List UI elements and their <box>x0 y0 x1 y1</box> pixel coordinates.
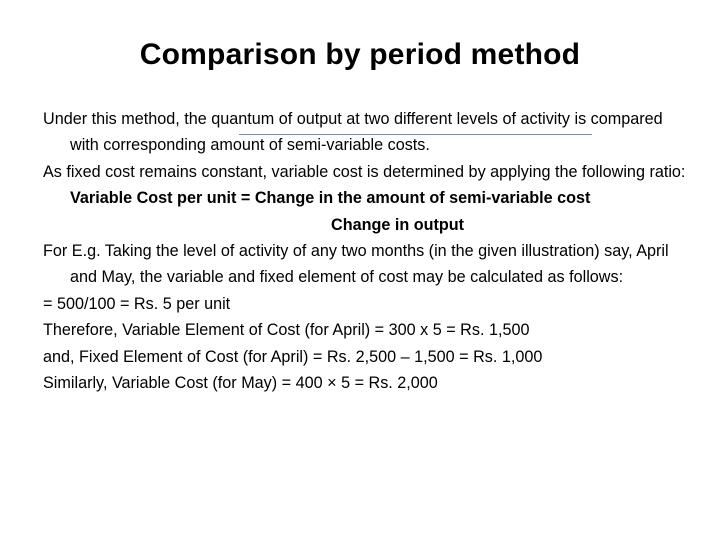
calc-line-fixed-april: and, Fixed Element of Cost (for April) = Rs. 2,500 – 1,500 = Rs. 1,000 <box>43 347 543 366</box>
ratio-formula <box>43 185 693 238</box>
paragraph-example: For E.g. Taking the level of activity of any two months (in the given illustration) say, April and May, the variable and fixed element of cost may be calculated as follows: <box>43 242 669 287</box>
slide-title: Comparison by period method <box>139 38 581 71</box>
calc-line-variable-may: Similarly, Variable Cost (for May) = 400 × 5 = Rs. 2,000 <box>43 374 438 393</box>
calc-line-variable-april: Therefore, Variable Element of Cost (for April) = 300 x 5 = Rs. 1,500 <box>43 321 530 340</box>
slide-body <box>43 106 693 396</box>
formula-numerator: Variable Cost per unit = Change in the amount of semi-variable cost <box>70 189 591 208</box>
paragraph-method: Under this method, the quantum of output at two different levels of activity is compared with corresponding amount of semi-variable costs. <box>43 110 663 155</box>
calc-line-rate: = 500/100 = Rs. 5 per unit <box>43 294 231 313</box>
fraction-divider <box>239 134 592 135</box>
formula-denominator: Change in output <box>331 215 465 234</box>
paragraph-fixed-cost: As fixed cost remains constant, variable cost is determined by applying the following ratio: <box>43 162 686 181</box>
